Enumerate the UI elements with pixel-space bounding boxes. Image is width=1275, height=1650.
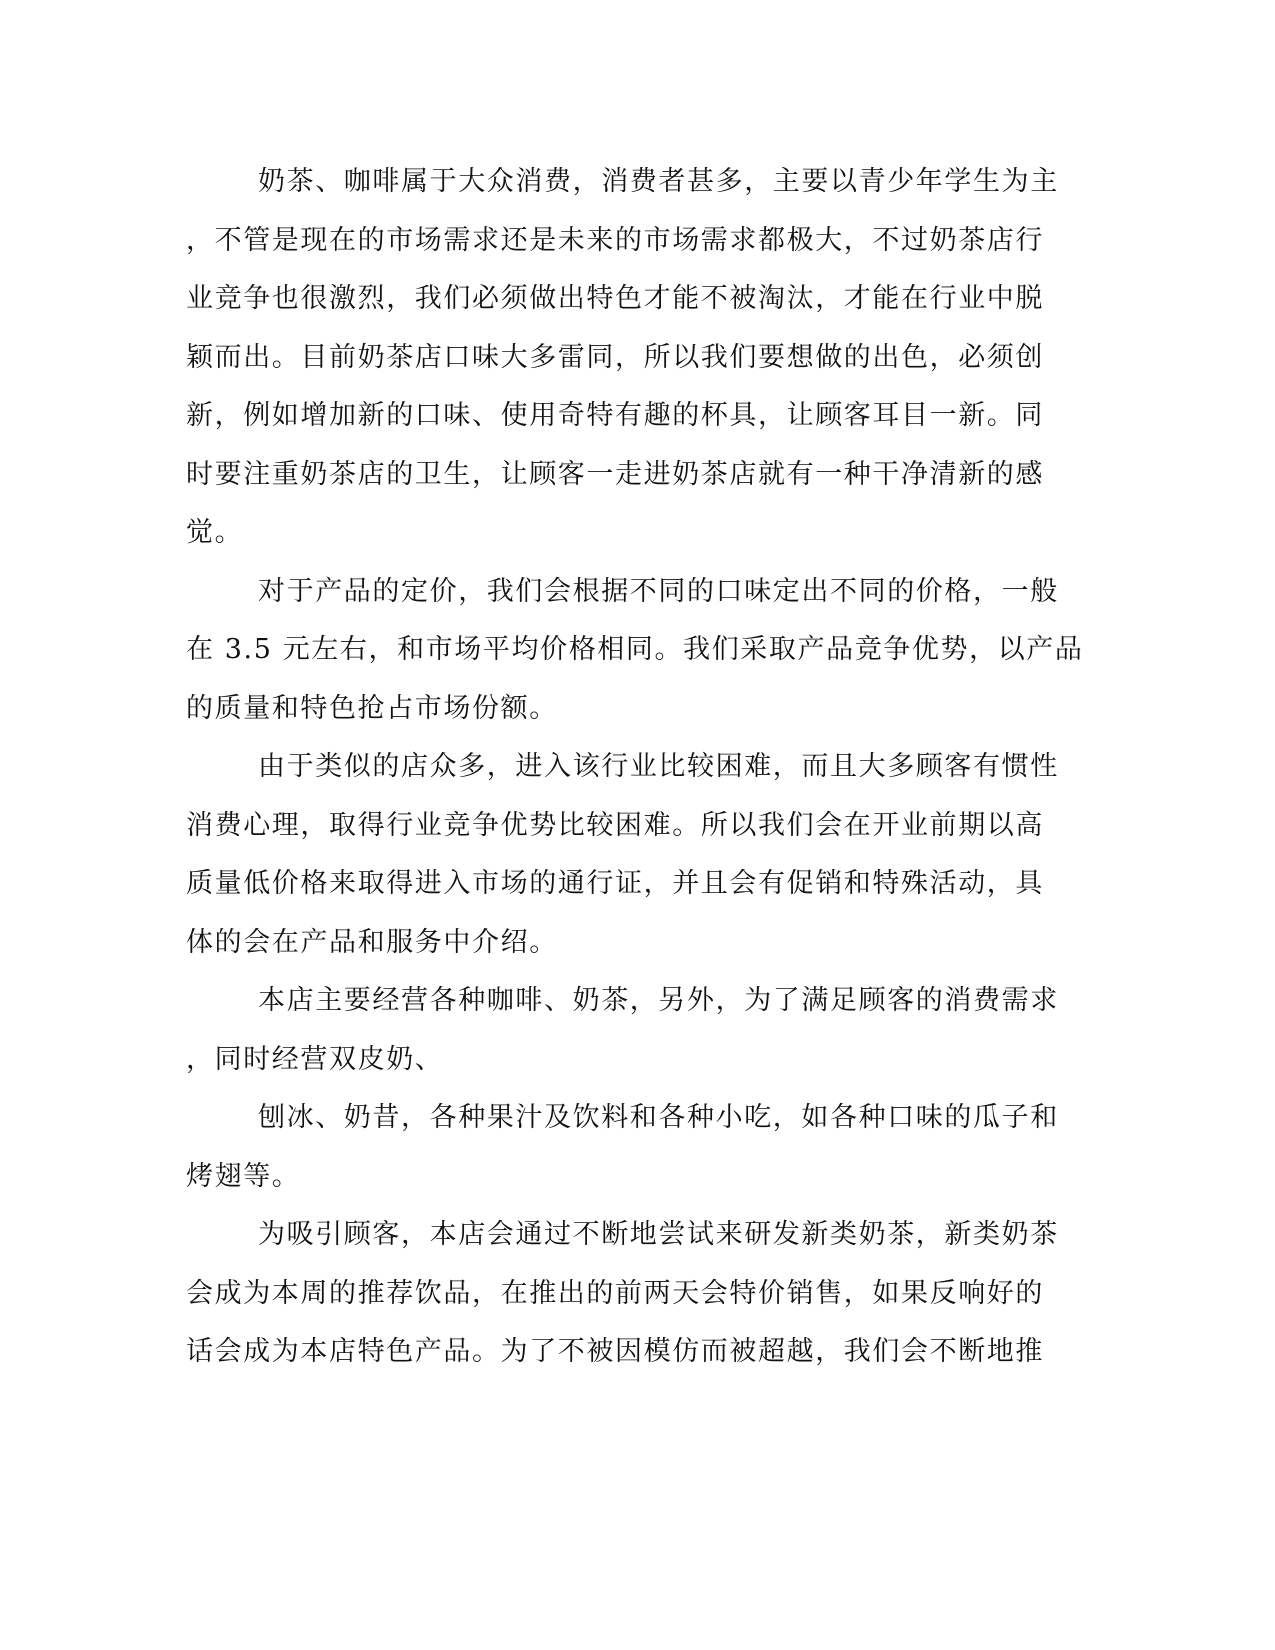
paragraph-line: 觉。 xyxy=(186,517,244,548)
paragraph-line: 新，例如增加新的口味、使用奇特有趣的杯具，让顾客耳目一新。同 xyxy=(186,400,1044,431)
paragraph-line: 在 3.5 元左右，和市场平均价格相同。我们采取产品竞争优势，以产品 xyxy=(186,634,1084,665)
paragraph-line: 颖而出。目前奶茶店口味大多雷同，所以我们要想做的出色，必须创 xyxy=(186,342,1044,373)
paragraph-line: 本店主要经营各种咖啡、奶茶，另外，为了满足顾客的消费需求 xyxy=(258,985,1059,1016)
paragraph-line: 质量低价格来取得进入市场的通行证，并且会有促销和特殊活动，具 xyxy=(186,868,1044,899)
paragraph-line: ，同时经营双皮奶、 xyxy=(186,1044,444,1075)
paragraph-line: 体的会在产品和服务中介绍。 xyxy=(186,927,558,958)
paragraph-line: 烤翅等。 xyxy=(186,1161,301,1192)
paragraph-line: ，不管是现在的市场需求还是未来的市场需求都极大，不过奶茶店行 xyxy=(186,225,1044,256)
paragraph-line: 的质量和特色抢占市场份额。 xyxy=(186,693,558,724)
paragraph-line: 奶茶、咖啡属于大众消费，消费者甚多，主要以青少年学生为主 xyxy=(258,166,1059,197)
paragraph-line: 时要注重奶茶店的卫生，让顾客一走进奶茶店就有一种干净清新的感 xyxy=(186,459,1044,490)
paragraph-line: 为吸引顾客，本店会通过不断地尝试来研发新类奶茶，新类奶茶 xyxy=(258,1219,1059,1250)
paragraph-line: 话会成为本店特色产品。为了不被因模仿而被超越，我们会不断地推 xyxy=(186,1336,1044,1367)
paragraph-line: 业竞争也很激烈，我们必须做出特色才能不被淘汰，才能在行业中脱 xyxy=(186,283,1044,314)
paragraph-line: 消费心理，取得行业竞争优势比较困难。所以我们会在开业前期以高 xyxy=(186,810,1044,841)
paragraph-line: 对于产品的定价，我们会根据不同的口味定出不同的价格，一般 xyxy=(258,576,1059,607)
paragraph-line: 由于类似的店众多，进入该行业比较困难，而且大多顾客有惯性 xyxy=(258,751,1059,782)
paragraph-line: 会成为本周的推荐饮品，在推出的前两天会特价销售，如果反响好的 xyxy=(186,1278,1044,1309)
paragraph-line: 刨冰、奶昔，各种果汁及饮料和各种小吃，如各种口味的瓜子和 xyxy=(258,1102,1059,1133)
